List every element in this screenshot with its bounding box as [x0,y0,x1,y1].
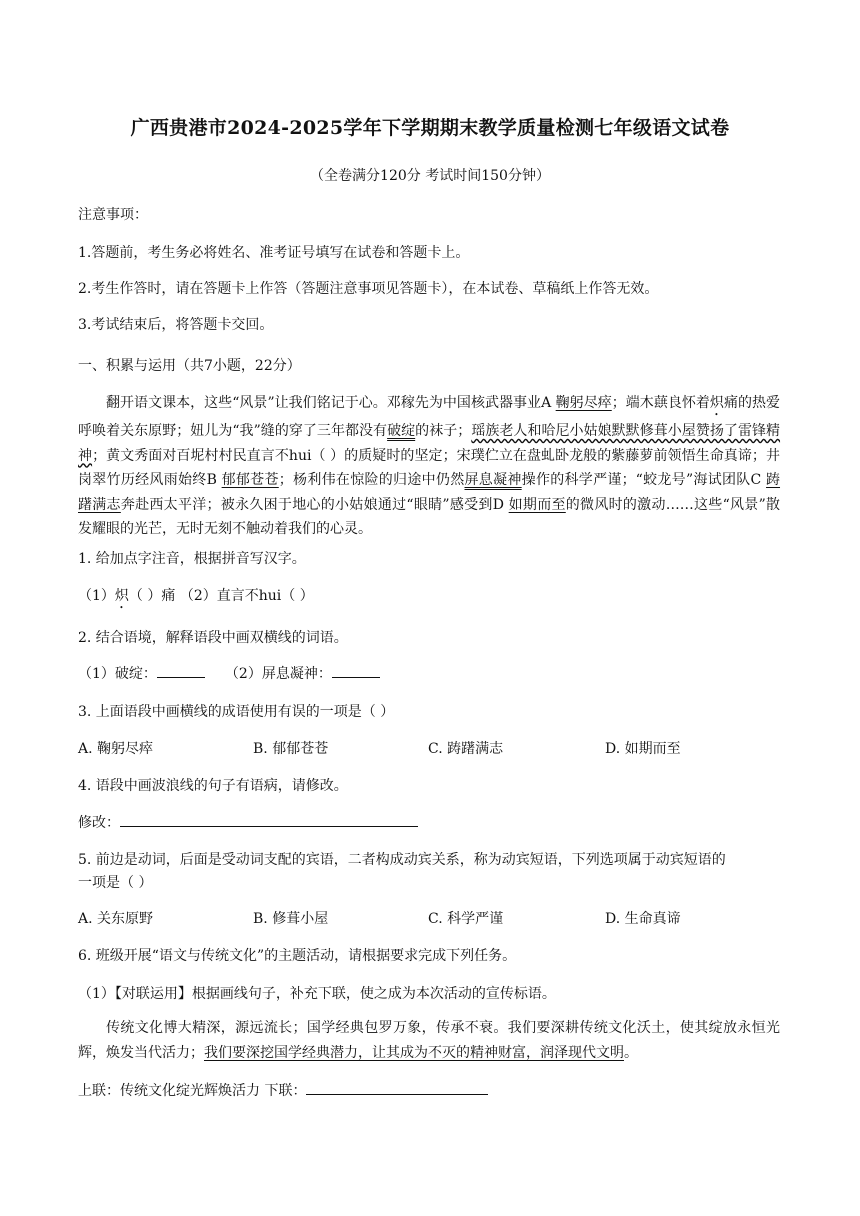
q5-option-a[interactable]: A. 关东原野 [78,911,154,927]
reading-passage [78,391,780,542]
passage-text: ；黄文秀面对百坭村村民直言不hui（ ）的质疑时的坚定；宋璞伫立在盘虬卧龙般的紫藤萝前领悟生命真谛；井岗翠竹历经风雨始终B [78,447,780,488]
q2-item-2: （2）屏息凝神： [224,666,332,682]
question-1-stem: 1. 给加点字注音，根据拼音写汉字。 [78,551,306,567]
passage-text: 的袜子； [415,423,472,439]
q2-item-1: （1）破绽： [78,666,157,682]
notice-heading: 注意事项： [78,207,148,223]
passage-text: ；端木蕻良怀着 [611,395,710,411]
passage-text: 痛的热爱呼唤着关东原野；妞儿为“我”缝的穿了三年都没有 [78,395,781,439]
q4-label: 修改： [78,815,120,831]
passage-text: 传统文化博大精深，源远流长；国学经典包罗万象，传承不衰。我们要深耕传统文化沃土，使其绽放永恒光辉，焕发当代活力； [78,1020,780,1061]
question-6-passage [78,1016,780,1065]
idiom-b: 郁郁苍苍 [221,472,279,488]
notice-item-3: 3.考试结束后，将答题卡交回。 [78,317,274,333]
idiom-c: 踌躇满志 [78,472,781,513]
q3-option-b[interactable]: B. 郁郁苍苍 [253,741,329,757]
wavy-underlined-sentence: 瑶族老人和哈尼小姑娘默默修葺小屋赞扬了雷锋精神 [78,423,781,464]
passage-text: 操作的科学严谨；“蛟龙号”海试团队C [521,472,767,488]
passage-text: 翻开语文课本，这些“风景”让我们铭记于心。邓稼先为中国核武器事业A [106,395,556,411]
couplet-upper: 上联：传统文化绽光辉焕活力 下联： [78,1083,307,1099]
underlined-sentence: 我们要深挖国学经典潜力，让其成为不灭的精神财富，润泽现代文明 [204,1044,624,1061]
dotted-char: 炽 [114,588,129,604]
section-heading: 一、积累与运用（共7小题，22分） [78,358,301,374]
answer-blank[interactable] [332,663,380,678]
passage-text: ；杨利伟在惊险的归途中仍然 [278,472,465,488]
idiom-a: 鞠躬尽瘁 [555,395,612,411]
question-5-stem-line-2: 一项是（ ） [78,875,153,891]
idiom-d: 如期而至 [508,496,566,513]
question-3-stem: 3. 上面语段中画横线的成语使用有误的一项是（ ） [78,704,395,720]
couplet-line [78,1080,488,1100]
question-1-answers [78,585,314,612]
q3-option-c[interactable]: C. 踌躇满志 [428,741,504,757]
question-4-stem: 4. 语段中画波浪线的句子有语病，请修改。 [78,778,348,794]
q1-part-label: （1） [78,588,115,604]
q5-option-d[interactable]: D. 生命真谛 [605,911,681,927]
couplet-answer-blank[interactable] [306,1080,488,1095]
page-title: 广西贵港市2024-2025学年下学期期末教学质量检测七年级语文试卷 [130,117,730,139]
q5-option-b[interactable]: B. 修葺小屋 [253,911,329,927]
passage-text: 的微风时的激动……这些“风景”散发耀眼的光芒，无时无刻不触动着我们的心灵。 [78,496,781,537]
dotted-char: 炽 [709,395,724,411]
answer-blank[interactable] [157,663,205,678]
question-6-task: （1）【对联运用】根据画线句子，补充下联，使之成为本次活动的宣传标语。 [78,986,556,1002]
notice-item-1: 1.答题前，考生务必将姓名、准考证号填写在试卷和答题卡上。 [78,245,470,261]
q3-option-a[interactable]: A. 鞠躬尽瘁 [78,741,154,757]
question-4-answer [78,812,418,832]
passage-text: 奔赴西太平洋；被永久困于地心的小姑娘通过“眼睛”感受到D [120,496,509,513]
exam-subtitle: （全卷满分120分 考试时间150分钟） [310,168,550,184]
question-5-stem-line-1: 5. 前边是动词，后面是受动词支配的宾语，二者构成动宾关系，称为动宾短语，下列选项属于动宾短语的 [78,852,726,868]
q1-part-text: （ ）痛 （2）直言不hui（ ） [128,588,314,604]
double-underlined-word-1: 破绽 [387,423,416,439]
passage-text: 。 [624,1044,638,1061]
double-underlined-word-2: 屏息凝神 [464,472,522,488]
question-6-stem: 6. 班级开展“语文与传统文化”的主题活动，请根据要求完成下列任务。 [78,948,517,964]
question-2-answers [78,663,380,683]
question-2-stem: 2. 结合语境，解释语段中画双横线的词语。 [78,630,348,646]
q5-option-c[interactable]: C. 科学严谨 [428,911,504,927]
answer-blank[interactable] [120,812,418,827]
q3-option-d[interactable]: D. 如期而至 [605,741,681,757]
notice-item-2: 2.考生作答时，请在答题卡上作答（答题注意事项见答题卡），在本试卷、草稿纸上作答无效。 [78,281,659,297]
